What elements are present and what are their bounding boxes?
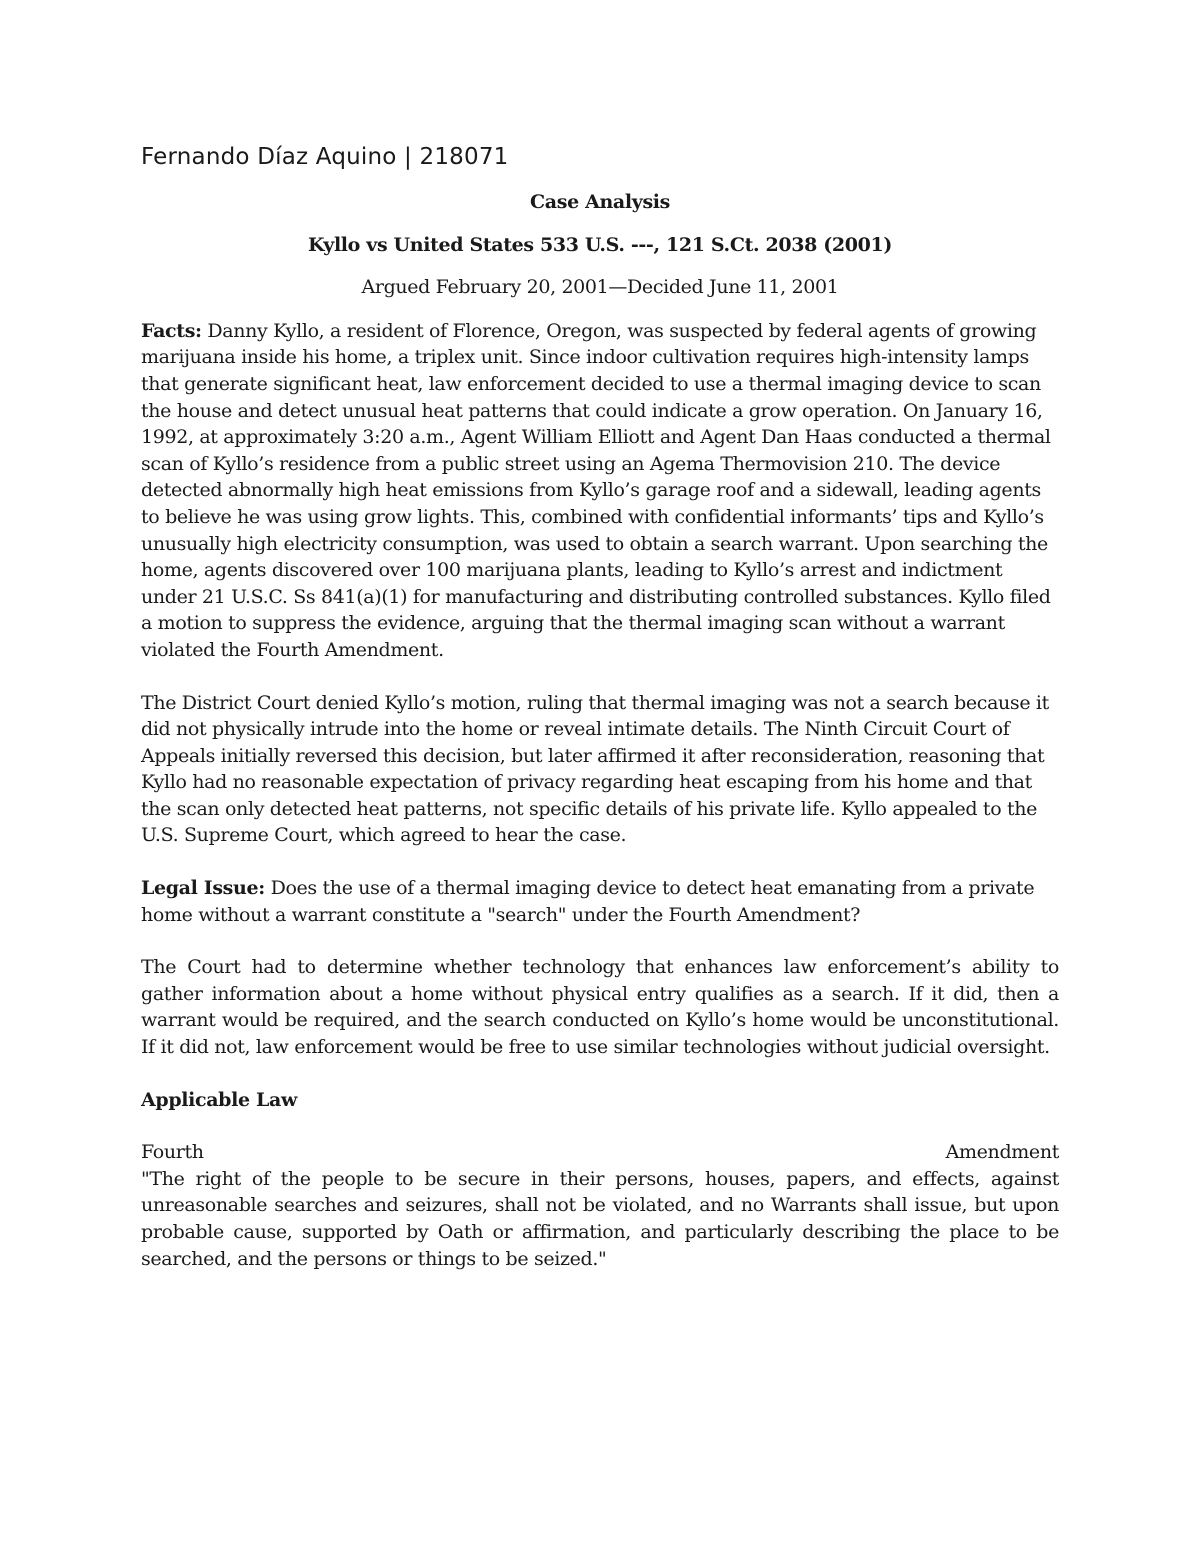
author-line: Fernando Díaz Aquino | 218071 [141, 144, 509, 170]
facts-label: Facts: [141, 319, 202, 342]
applicable-law-heading: Applicable Law [141, 1088, 297, 1111]
legal-issue-label: Legal Issue: [141, 877, 265, 900]
court-determination-paragraph: The Court had to determine whether technology that enhances law enforcement’s ability to gather information about a home without physical entry qualifies as a search. If it did, then a warrant would be required, and the search conducted on Kyllo’s home would be unconstitutional. If it did not, law enforcement would be free to use similar technologies without judicial oversight. [141, 956, 1059, 1059]
law-name-word-1: Fourth [141, 1141, 204, 1164]
facts-text: Danny Kyllo, a resident of Florence, Oregon, was suspected by federal agents of growing marijuana inside his home, a triplex unit. Since indoor cultivation requires high-intensity lamps that generate significant heat, law enforcement decided to use a thermal imaging device to scan the house and detect unusual heat patterns that could indicate a grow operation. On January 16, 1992, at approximately 3:20 a.m., Agent William Elliott and Agent Dan Haas conducted a thermal scan of Kyllo’s residence from a public street using an Agema Thermovision 210. The device detected abnormally high heat emissions from Kyllo’s garage roof and a sidewall, leading agents to believe he was using grow lights. This, combined with confidential informants’ tips and Kyllo’s unusually high electricity consumption, was used to obtain a search warrant. Upon searching the home, agents discovered over 100 marijuana plants, leading to Kyllo’s arrest and indictment under 21 U.S.C. Ss 841(a)(1) for manufacturing and distributing controlled substances. Kyllo filed a motion to suppress the evidence, arguing that the thermal imaging scan without a warrant violated the Fourth Amendment. [141, 319, 1051, 661]
case-title: Kyllo vs United States 533 U.S. ---, 121 S.Ct. 2038 (2001) [307, 233, 893, 256]
facts-paragraph [141, 318, 1059, 664]
district-court-paragraph: The District Court denied Kyllo’s motion, ruling that thermal imaging was not a search because it did not physically intrude into the home or reveal intimate details. The Ninth Circuit Court of Appeals initially reversed this decision, but later affirmed it after reconsideration, reasoning that Kyllo had no reasonable expectation of privacy regarding heat escaping from his home and that the scan only detected heat patterns, not specific details of his private life. Kyllo appealed to the U.S. Supreme Court, which agreed to hear the case. [141, 691, 1049, 847]
law-name-word-2: Amendment [945, 1141, 1059, 1164]
applicable-law-block [141, 1139, 1059, 1272]
law-name-line [141, 1139, 1059, 1166]
legal-issue-text: Does the use of a thermal imaging device to detect heat emanating from a private home without a warrant constitute a "search" under the Fourth Amendment? [141, 877, 1035, 926]
document-title: Case Analysis [529, 191, 671, 213]
document-page [141, 140, 1059, 1272]
law-quote: "The right of the people to be secure in their persons, houses, papers, and effects, against unreasonable searches and seizures, shall not be violated, and no Warrants shall issue, but upon probable cause, supported by Oath or affirmation, and particularly describing the place to be searched, and the persons or things to be seized." [141, 1167, 1059, 1270]
legal-issue-paragraph [141, 875, 1059, 928]
case-dates: Argued February 20, 2001—Decided June 11, 2001 [361, 276, 839, 299]
